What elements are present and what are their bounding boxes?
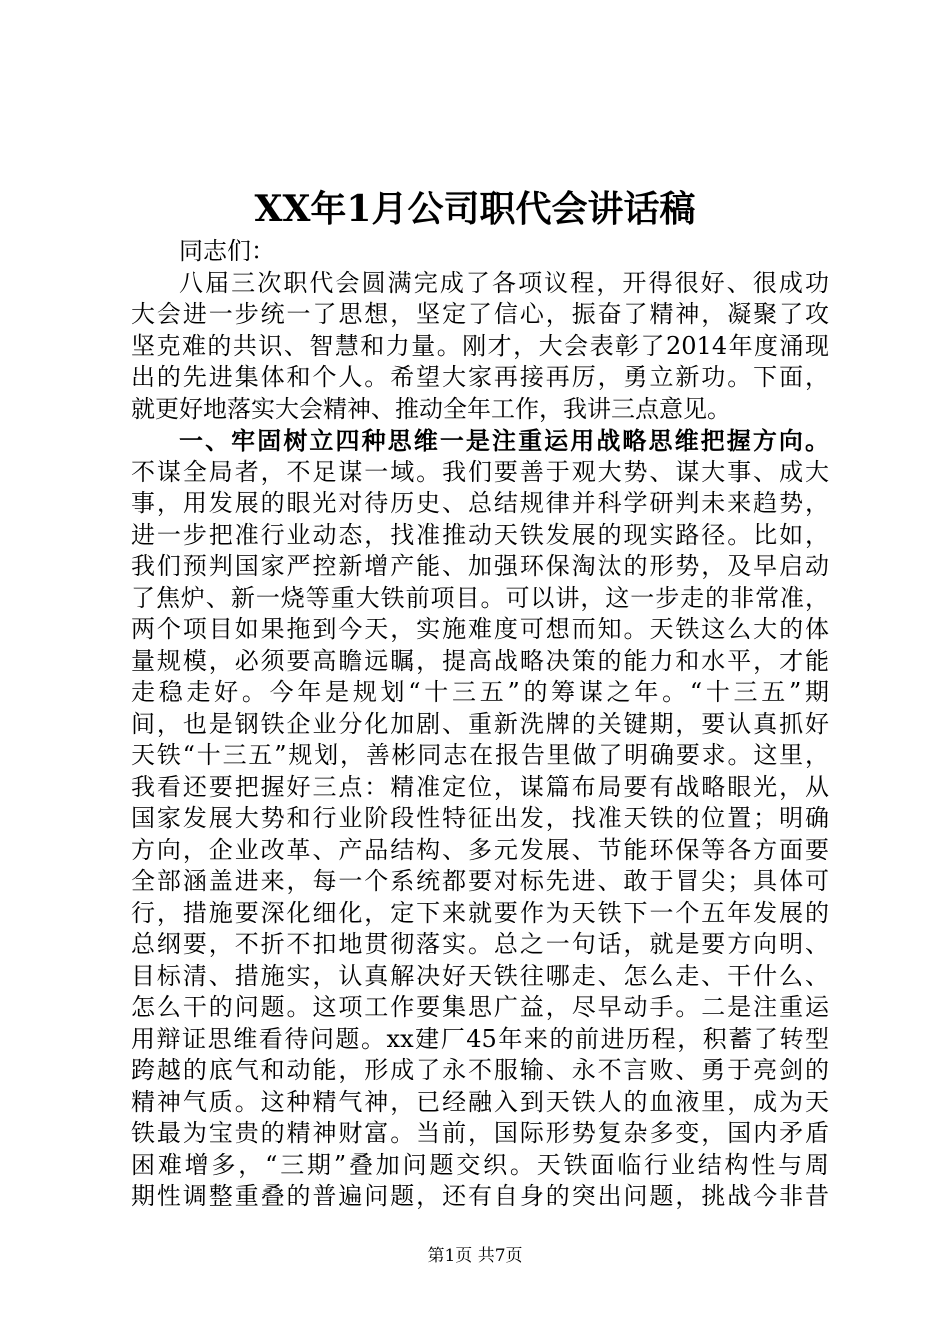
text-line: 期性调整重叠的普遍问题，还有自身的突出问题，挑战今非昔 bbox=[131, 1182, 829, 1210]
text-line: 怎么干的问题。这项工作要集思广益，尽早动手。二是注重运 bbox=[131, 993, 829, 1021]
text-line: 事，用发展的眼光对待历史、总结规律并科学研判未来趋势， bbox=[131, 489, 829, 517]
text-line: 两个项目如果拖到今天，实施难度可想而知。天铁这么大的体 bbox=[131, 615, 829, 643]
text-line: 量规模，必须要高瞻远瞩，提高战略决策的能力和水平，才能 bbox=[131, 646, 829, 675]
text-line: 了焦炉、新一烧等重大铁前项目。可以讲，这一步走的非常准， bbox=[131, 583, 829, 612]
text-line: 天铁“十三五”规划，善彬同志在报告里做了明确要求。这里， bbox=[131, 741, 829, 769]
text-line: 不谋全局者，不足谋一域。我们要善于观大势、谋大事、成大 bbox=[131, 457, 829, 486]
text-line: 八届三次职代会圆满完成了各项议程，开得很好、很成功 bbox=[179, 268, 829, 297]
text-line: 间，也是钢铁企业分化加剧、重新洗牌的关键期，要认真抓好 bbox=[131, 709, 829, 738]
section-heading-line: 一、牢固树立四种思维一是注重运用战略思维把握方向。 bbox=[179, 426, 829, 455]
text-line: 行，措施要深化细化，定下来就要作为天铁下一个五年发展的 bbox=[131, 898, 829, 927]
text-line: 目标清、措施实，认真解决好天铁往哪走、怎么走、干什么、 bbox=[131, 961, 829, 990]
text-line: 困难增多，“三期”叠加问题交织。天铁面临行业结构性与周 bbox=[131, 1150, 829, 1179]
text-line: 总纲要，不折不扣地贯彻落实。总之一句话，就是要方向明、 bbox=[131, 930, 829, 958]
text-line: 我们预判国家严控新增产能、加强环保淘汰的形势，及早启动 bbox=[131, 552, 829, 580]
text-line: 我看还要把握好三点：精准定位，谋篇布局要有战略眼光，从 bbox=[131, 772, 829, 801]
text-line: 用辩证思维看待问题。xx建厂45年来的前进历程，积蓄了转型 bbox=[131, 1024, 829, 1053]
text-line: 国家发展大势和行业阶段性特征出发，找准天铁的位置；明确 bbox=[131, 804, 829, 832]
text-line: 出的先进集体和个人。希望大家再接再厉，勇立新功。下面， bbox=[131, 363, 829, 391]
text-line: 进一步把准行业动态，找准推动天铁发展的现实路径。比如， bbox=[131, 520, 829, 549]
text-line: 铁最为宝贵的精神财富。当前，国际形势复杂多变，国内矛盾 bbox=[131, 1119, 829, 1147]
text-line: 坚克难的共识、智慧和力量。刚才，大会表彰了2014年度涌现 bbox=[131, 331, 829, 360]
text-line: 走稳走好。今年是规划“十三五”的筹谋之年。“十三五”期 bbox=[131, 678, 829, 706]
document-title: XX年1月公司职代会讲话稿 bbox=[254, 188, 696, 230]
text-line: 方向，企业改革、产品结构、多元发展、节能环保等各方面要 bbox=[131, 835, 829, 864]
text-line: 全部涵盖进来，每一个系统都要对标先进、敢于冒尖；具体可 bbox=[131, 867, 829, 895]
text-line: 同志们： bbox=[179, 237, 275, 265]
text-line: 大会进一步统一了思想，坚定了信心，振奋了精神，凝聚了攻 bbox=[131, 300, 829, 328]
page-number-footer: 第1页 共7页 bbox=[427, 1246, 523, 1266]
document-body bbox=[131, 236, 829, 1213]
text-line: 跨越的底气和动能，形成了永不服输、永不言败、勇于亮剑的 bbox=[131, 1056, 829, 1084]
text-line: 就更好地落实大会精神、推动全年工作，我讲三点意见。 bbox=[131, 394, 731, 423]
text-line: 精神气质。这种精气神，已经融入到天铁人的血液里，成为天 bbox=[131, 1087, 829, 1116]
